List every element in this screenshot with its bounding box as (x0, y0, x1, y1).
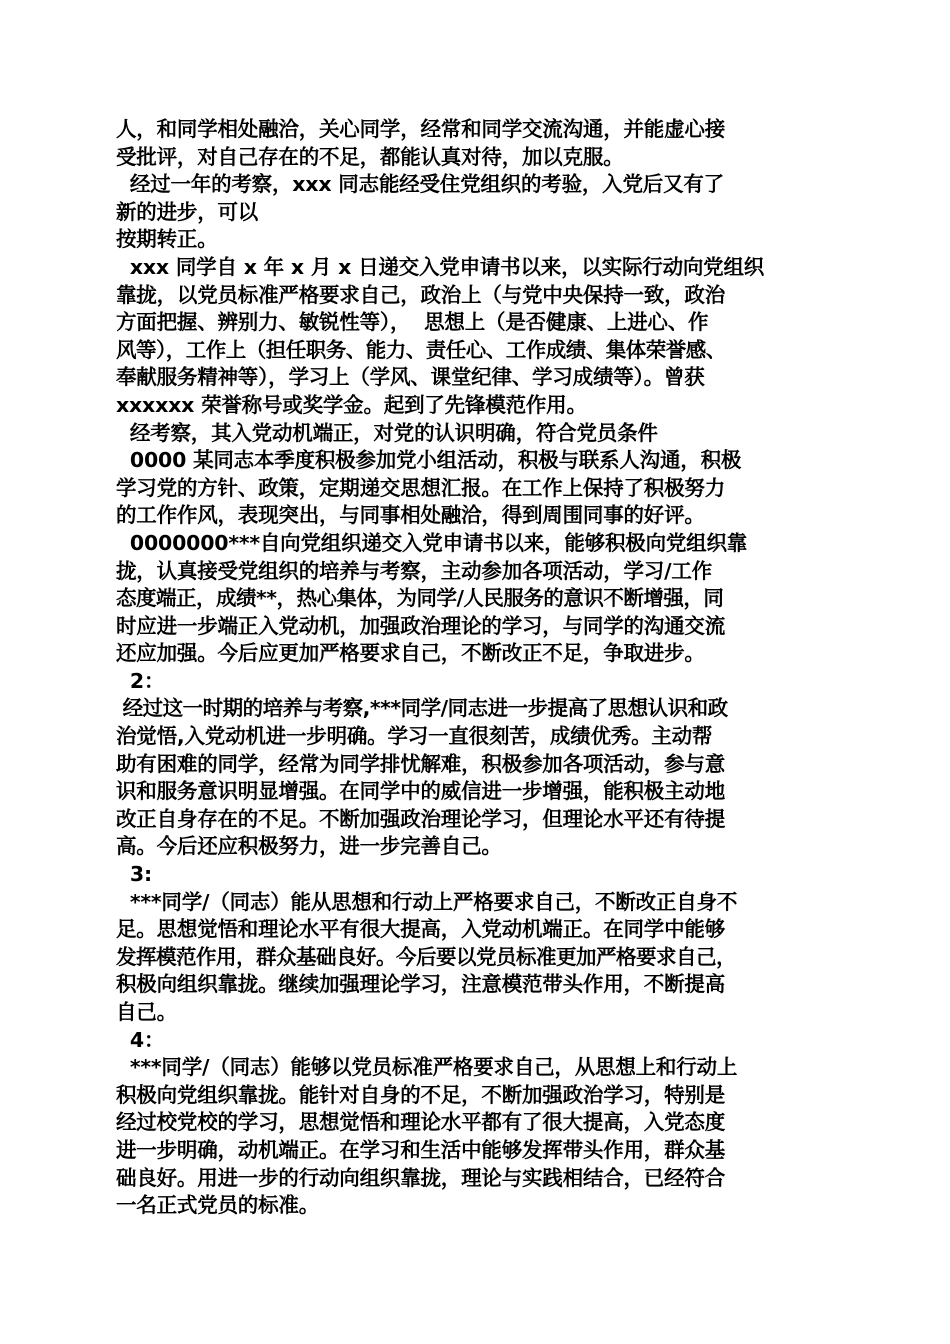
text-line: 改正自身存在的不足。不断加强政治理论学习，但理论水平还有待提 (116, 806, 725, 831)
text-line: 一名正式党员的标准。 (116, 1193, 319, 1218)
document-page (116, 116, 846, 1220)
text-line: 足。思想觉悟和理论水平有很大提高，入党动机端正。在同学中能够 (116, 917, 725, 942)
text-line: 方面把握、辨别力、敏锐性等）， 思想上（是否健康、上进心、作 (116, 310, 709, 335)
text-line: 经过一年的考察，xxx 同志能经受住党组织的考验，入党后又有了 (116, 172, 724, 197)
text-line: 经过校党校的学习，思想觉悟和理论水平都有了很大提高，入党态度 (116, 1110, 725, 1135)
text-line: 经考察，其入党动机端正，对党的认识明确，符合党员条件 (116, 420, 658, 445)
section-number: 4： (116, 1027, 165, 1052)
text-line: 时应进一步端正入党动机，加强政治理论的学习，与同学的沟通交流 (116, 613, 725, 638)
text-line: 受批评，对自己存在的不足，都能认真对待，加以克服。 (116, 144, 624, 169)
text-line: 按期转正。 (116, 227, 218, 252)
text-line: 识和服务意识明显增强。在同学中的威信进一步增强，能积极主动地 (116, 779, 725, 804)
text-line: 学习党的方针、政策，定期递交思想汇报。在工作上保持了积极努力 (116, 475, 725, 500)
text-line: 态度端正，成绩**，热心集体，为同学/人民服务的意识不断增强，同 (116, 586, 724, 611)
text-line: 还应加强。今后应更加严格要求自己，不断改正不足，争取进步。 (116, 641, 705, 666)
text-line: 发挥模范作用，群众基础良好。今后要以党员标准更加严格要求自己， (116, 944, 736, 969)
text-line: 经过这一时期的培养与考察,***同学/同志进一步提高了思想认识和政 (116, 696, 728, 721)
text-line: 奉献服务精神等），学习上（学风、课堂纪律、学习成绩等）。曾获 (116, 365, 705, 390)
text-line: 自己。 (116, 1000, 177, 1024)
text-line: 拢，认真接受党组织的培养与考察，主动参加各项活动，学习/工作 (116, 558, 712, 583)
text-line: 靠拢，以党员标准严格要求自己，政治上（与党中央保持一致，政治 (116, 282, 725, 307)
text-line: 高。今后还应积极努力，进一步完善自己。 (116, 834, 502, 859)
text-line: 积极向组织靠拢。继续加强理论学习，注意模范带头作用，不断提高 (116, 972, 725, 997)
text-line: 助有困难的同学，经常为同学排忧解难，积极参加各项活动，参与意 (116, 751, 725, 776)
text-line: 风等），工作上（担任职务、能力、责任心、工作成绩、集体荣誉感、 (116, 337, 726, 362)
text-line: xxx 同学自 x 年 x 月 x 日递交入党申请书以来，以实际行动向党组织 (116, 254, 765, 279)
text-line: 的工作作风，表现突出，与同事相处融洽，得到周围同事的好评。 (116, 503, 705, 528)
section-number: 2： (116, 668, 165, 693)
text-line: ***同学/（同志）能从思想和行动上严格要求自己，不断改正自身不 (116, 889, 738, 914)
text-line: ***同学/（同志）能够以党员标准严格要求自己，从思想上和行动上 (116, 1055, 738, 1080)
text-line: 0000000***自向党组织递交入党申请书以来，能够积极向党组织靠 (116, 530, 748, 555)
text-line: 治觉悟,入党动机进一步明确。学习一直很刻苦，成绩优秀。主动帮 (116, 724, 713, 749)
text-line: xxxxxx 荣誉称号或奖学金。起到了先锋模范作用。 (116, 392, 587, 417)
text-line: 进一步明确，动机端正。在学习和生活中能够发挥带头作用，群众基 (116, 1137, 725, 1162)
text-line: 新的进步，可以 (116, 199, 259, 224)
text-line: 0000 某同志本季度积极参加党小组活动，积极与联系人沟通，积极 (116, 448, 742, 473)
section-number: 3: (116, 862, 152, 887)
text-line: 人，和同学相处融洽，关心同学，经常和同学交流沟通，并能虚心接 (116, 117, 725, 141)
text-line: 础良好。用进一步的行动向组织靠拢，理论与实践相结合，已经符合 (116, 1165, 725, 1190)
text-line: 积极向党组织靠拢。能针对自身的不足，不断加强政治学习，特别是 (116, 1082, 725, 1107)
